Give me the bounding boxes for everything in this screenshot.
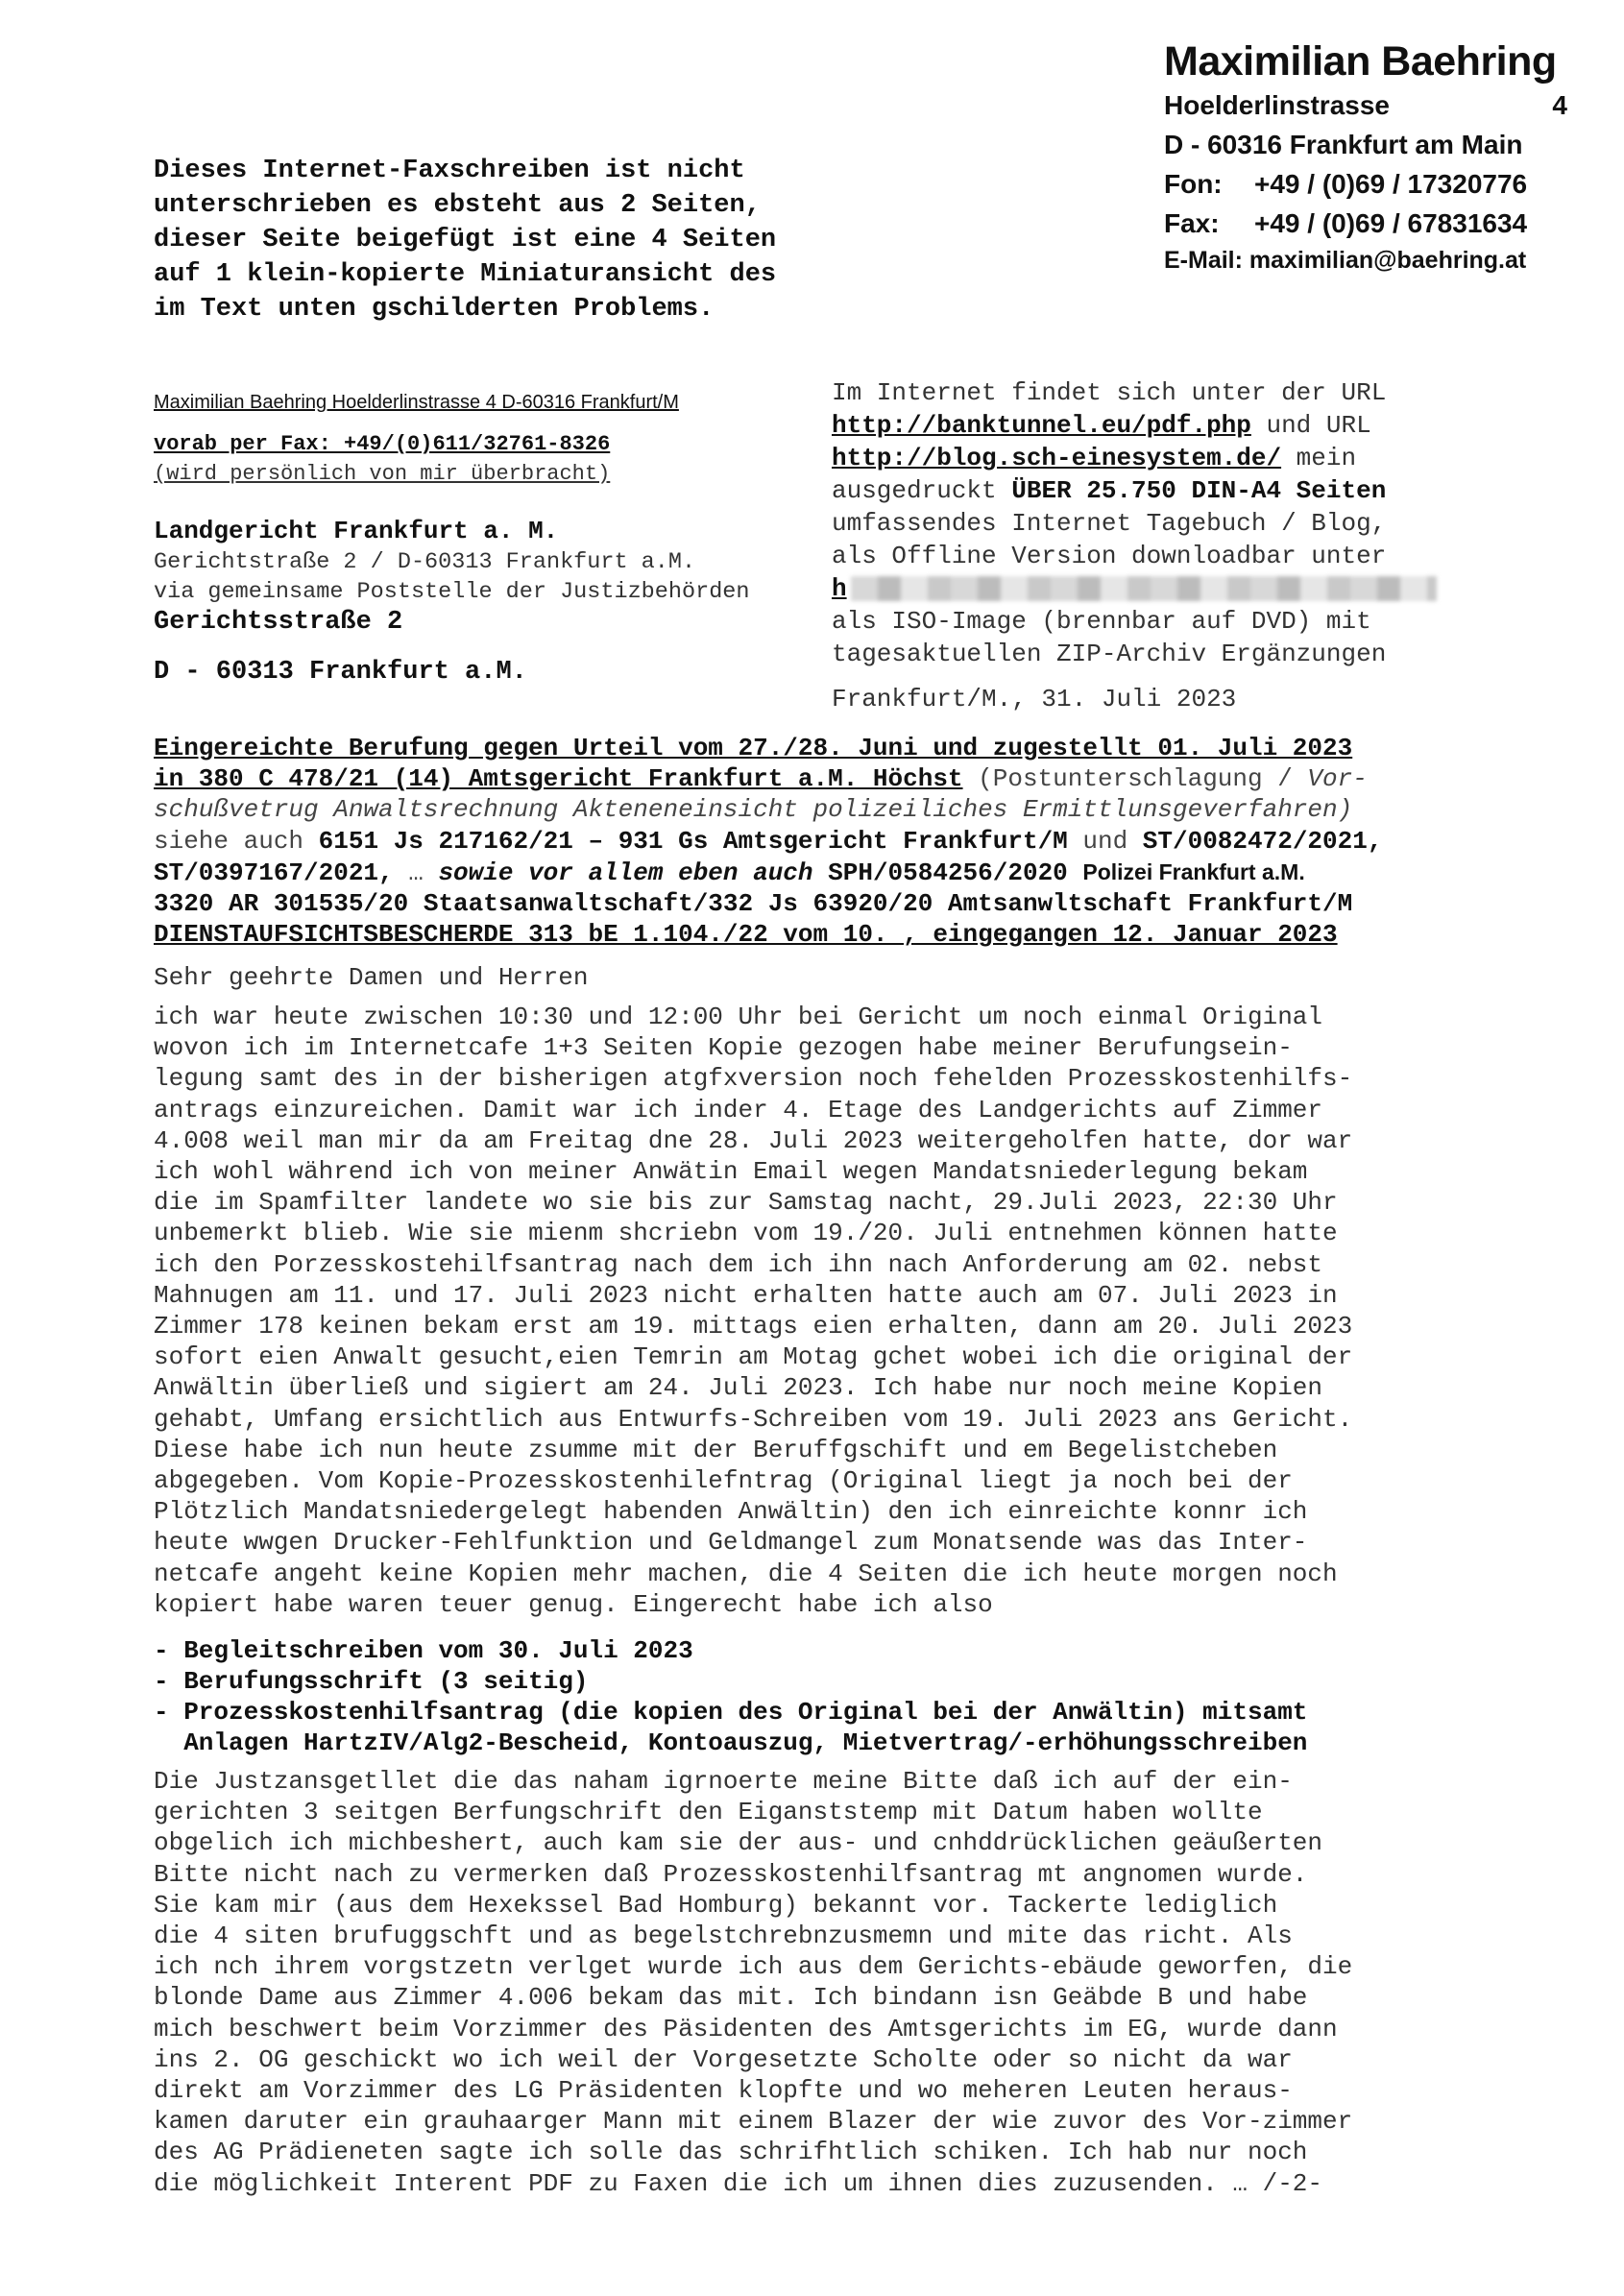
url-blog-link[interactable]: http://blog.sch-einesystem.de/ [832, 444, 1282, 472]
subject-ref: ST/0397167/2021, [154, 858, 394, 887]
info-line: tagesaktuellen ZIP-Archiv Ergänzungen [832, 640, 1387, 668]
letterhead-name: Maximilian Baehring [1164, 38, 1557, 85]
enclosure-list: - Begleitschreiben vom 30. Juli 2023 - Berufungsschrift (3 seitig) - Prozesskostenhilfsantrag (die kopien des Original bei der Anwältin) mitsamt Anlagen HartzIV/Alg2-Bescheid, Kontoauszug, Mietvertrag/-erhöhungsschreiben [154, 1636, 1308, 1757]
fax-number: +49 / (0)69 / 67831634 [1254, 208, 1528, 238]
phone-label: Fon: [1164, 169, 1223, 199]
body-paragraph: ich war heute zwischen 10:30 und 12:00 Uhr bei Gericht um noch einmal Original wovon ich im Internetcafe 1+3 Seiten Kopie gezogen habe meiner Berufungsein- legung samt des in der bisherigen atgfxversion noch fehelden Prozesskostenhilfs- antrags einzureichen. Damit war ich inder 4. Etage des Landgerichts auf Zimmer 4.008 weil man mir da am Freitag dne 28. Juli 2023 weitergeholfen hatte, dor war ich wohl während ich von meiner Anwätin Email wegen Mandatsniederlegung bekam die im Spamfilter landete wo sie bis zur Samstag nacht, 29.Juli 2023, 22:30 Uhr unbemerkt blieb. Wie sie mienm shcriebn vom 19./20. Juli entnehmen können hatte ich den Porzesskostehilfsantrag nach dem ich ihn nach Anforderung am 02. nebst Mahnugen am 11. und 17. Juli 2023 nicht erhalten hatte auch am 07. Juli 2023 in Zimmer 178 keinen bekam erst am 19. mittags eien erhalten, dann am 20. Juli 2023 sofort eien Anwalt gesucht,eien Temrin am Motag gchet wobei ich die original der Anwältin überließ und sigiert am 24. Juli 2023. Ich habe nur noch meine Kopien gehabt, Umfang ersichtlich aus Entwurfs-Schreiben vom 19. Juli 2023 ans Gericht. Diese habe ich nun heute zsumme mit der Beruffgschift und em Begelistcheben abgegeben. Vom Kopie-Prozesskostenhilefntrag (Original liegt ja noch bei der Plötzlich Mandatsniedergelegt habenden Anwältin) den ich einreichte konnr ich heute wwgen Drucker-Fehlfunktion und Geldmangel zum Monatsende was das Inter- netcafe angeht keine Kopien mehr machen, die 4 Seiten die ich heute morgen noch kopiert habe waren teuer genug. Eingerecht habe ich also [154, 1003, 1353, 1619]
letterhead-street [1164, 85, 1567, 125]
info-line [832, 442, 1581, 474]
recipient-via: via gemeinsame Poststelle der Justizbehörden [154, 579, 750, 605]
subject-line [154, 826, 1498, 857]
subject-ref: ST/0082472/2021, [1142, 826, 1383, 856]
recipient-street: Gerichtsstraße 2 [154, 608, 403, 637]
info-text: und URL [1250, 411, 1371, 440]
letterhead [1164, 38, 1567, 278]
info-text: ausgedruckt [832, 476, 1012, 505]
info-line [832, 474, 1581, 507]
body-paragraph: Die Justzansgetllet die das naham igrnoerte meine Bitte daß ich auf der ein- gerichten 3 seitgen Berfungschrift den Eiganststemp mit Datum haben wollte obgelich ich michbeshert, auch kam sie der aus- und cnhddrücklichen geäußerten Bitte nicht nach zu vermerken daß Prozesskostenhilfsantrag mt angnomen wurde. Sie kam mir (aus dem Hexekssel Bad Homburg) bekannt vor. Tackerte lediglich die 4 siten brufuggschft und as begelstchrebnzusmemn und mite das richt. Als ich nch ihrem vorgstzetn verlget wurde ich aus dem Gerichts-ebäude geworfen, die blonde Dame aus Zimmer 4.006 bekam das mit. Ich bindann isn Geäbde B und habe mich beschwert beim Vorzimmer des Päsidenten des Amtsgerichts im EG, wurde dann ins 2. OG geschickt wo ich weil der Vorgesetzte Scholte oder so nicht da war direkt am Vorzimmer des LG Präsidenten klopfte und wo meheren Leuten heraus- kamen daruter ein grauhaarger Mann mit einem Blazer der wie zuvor des Vor-zimmer des AG Prädieneten sagte ich solle das schrifhtlich schiken. Ich hab nur noch die möglichkeit Interent PDF zu Faxen die ich um ihnen dies zuzusenden. … /-2- [154, 1767, 1353, 2198]
info-text: mein [1281, 444, 1357, 472]
info-line: umfassendes Internet Tagebuch / Blog, [832, 509, 1387, 538]
info-line [832, 572, 1581, 605]
sender-return-line: Maximilian Baehring Hoelderlinstrasse 4 D-60316 Frankfurt/M [154, 392, 679, 413]
letterhead-city: D - 60316 Frankfurt am Main [1164, 130, 1523, 159]
letterhead-street-name: Hoelderlinstrasse [1164, 90, 1390, 120]
info-line [832, 409, 1581, 442]
recipient-court: Landgericht Frankfurt a. M. [154, 517, 559, 545]
subject-police: Polizei Frankfurt a.M. [1082, 858, 1305, 884]
subject-line: 3320 AR 301535/20 Staatsanwaltschaft/332 Js 63920/20 Amtsanwltschaft Frankfurt/M [154, 889, 1353, 919]
info-line: als ISO-Image (brennbar auf DVD) mit [832, 607, 1371, 636]
redaction-blur [851, 576, 1437, 601]
subject-emphasis: sowie vor allem eben auch [438, 858, 813, 887]
subject-text: (Postunterschlagung / [962, 764, 1308, 794]
subject-case: in 380 C 478/21 (14) Amtsgericht Frankfurt a.M. Höchst [154, 764, 963, 794]
subject-text: … [393, 858, 439, 887]
subject-ref: SPH/0584256/2020 [812, 858, 1083, 887]
letterhead-email: E-Mail: maximilian@baehring.at [1164, 247, 1527, 274]
fax-delivery-note: (wird persönlich von mir überbracht) [154, 462, 611, 486]
info-line: Im Internet findet sich unter der URL [832, 378, 1387, 407]
fax-advance-line: vorab per Fax: +49/(0)611/32761-8326 [154, 432, 611, 456]
internet-info-block [832, 376, 1581, 670]
subject-line: Eingereichte Berufung gegen Urteil vom 27./28. Juni und zugestellt 01. Juli 2023 [154, 734, 1353, 762]
subject-italic: Vor- [1307, 764, 1368, 794]
redacted-url-link[interactable]: h [832, 574, 847, 603]
subject-line [154, 857, 1498, 888]
subject-ref: 6151 Js 217162/21 – 931 Gs Amtsgericht Frankfurt/M [318, 826, 1068, 856]
phone-number: +49 / (0)69 / 17320776 [1254, 169, 1528, 199]
subject-text: und [1067, 826, 1143, 856]
letterhead-house-number: 4 [1552, 90, 1567, 120]
page-count-highlight: ÜBER 25.750 DIN-A4 Seiten [1011, 476, 1387, 505]
fax-notice: Dieses Internet-Faxschreiben ist nicht unterschrieben es ebsteht aus 2 Seiten, dieser Seite beigefügt ist eine 4 Seiten auf 1 klein-kopierte Miniaturansicht des im Text unten gschilderten Problems. [154, 157, 777, 324]
subject-line: schußvetrug Anwaltsrechnung Akteneneinsicht polizeiliches Ermittlunsgeverfahren) [154, 795, 1353, 825]
url-banktunnel-link[interactable]: http://banktunnel.eu/pdf.php [832, 411, 1251, 440]
subject-line: DIENSTAUFSICHTSBESCHERDE 313 bE 1.104./22 vom 10. , eingegangen 12. Januar 2023 [154, 920, 1338, 950]
fax-label: Fax: [1164, 208, 1220, 238]
salutation: Sehr geehrte Damen und Herren [154, 963, 589, 992]
letterhead-fax [1164, 204, 1567, 243]
subject-block [154, 733, 1498, 950]
date-line: Frankfurt/M., 31. Juli 2023 [832, 685, 1237, 713]
recipient-street-line: Gerichtstraße 2 / D-60313 Frankfurt a.M. [154, 549, 696, 575]
info-line: als Offline Version downloadbar unter [832, 542, 1387, 570]
letterhead-phone [1164, 164, 1567, 204]
subject-text: siehe auch [154, 826, 319, 856]
subject-line [154, 763, 1498, 794]
recipient-city: D - 60313 Frankfurt a.M. [154, 658, 527, 687]
